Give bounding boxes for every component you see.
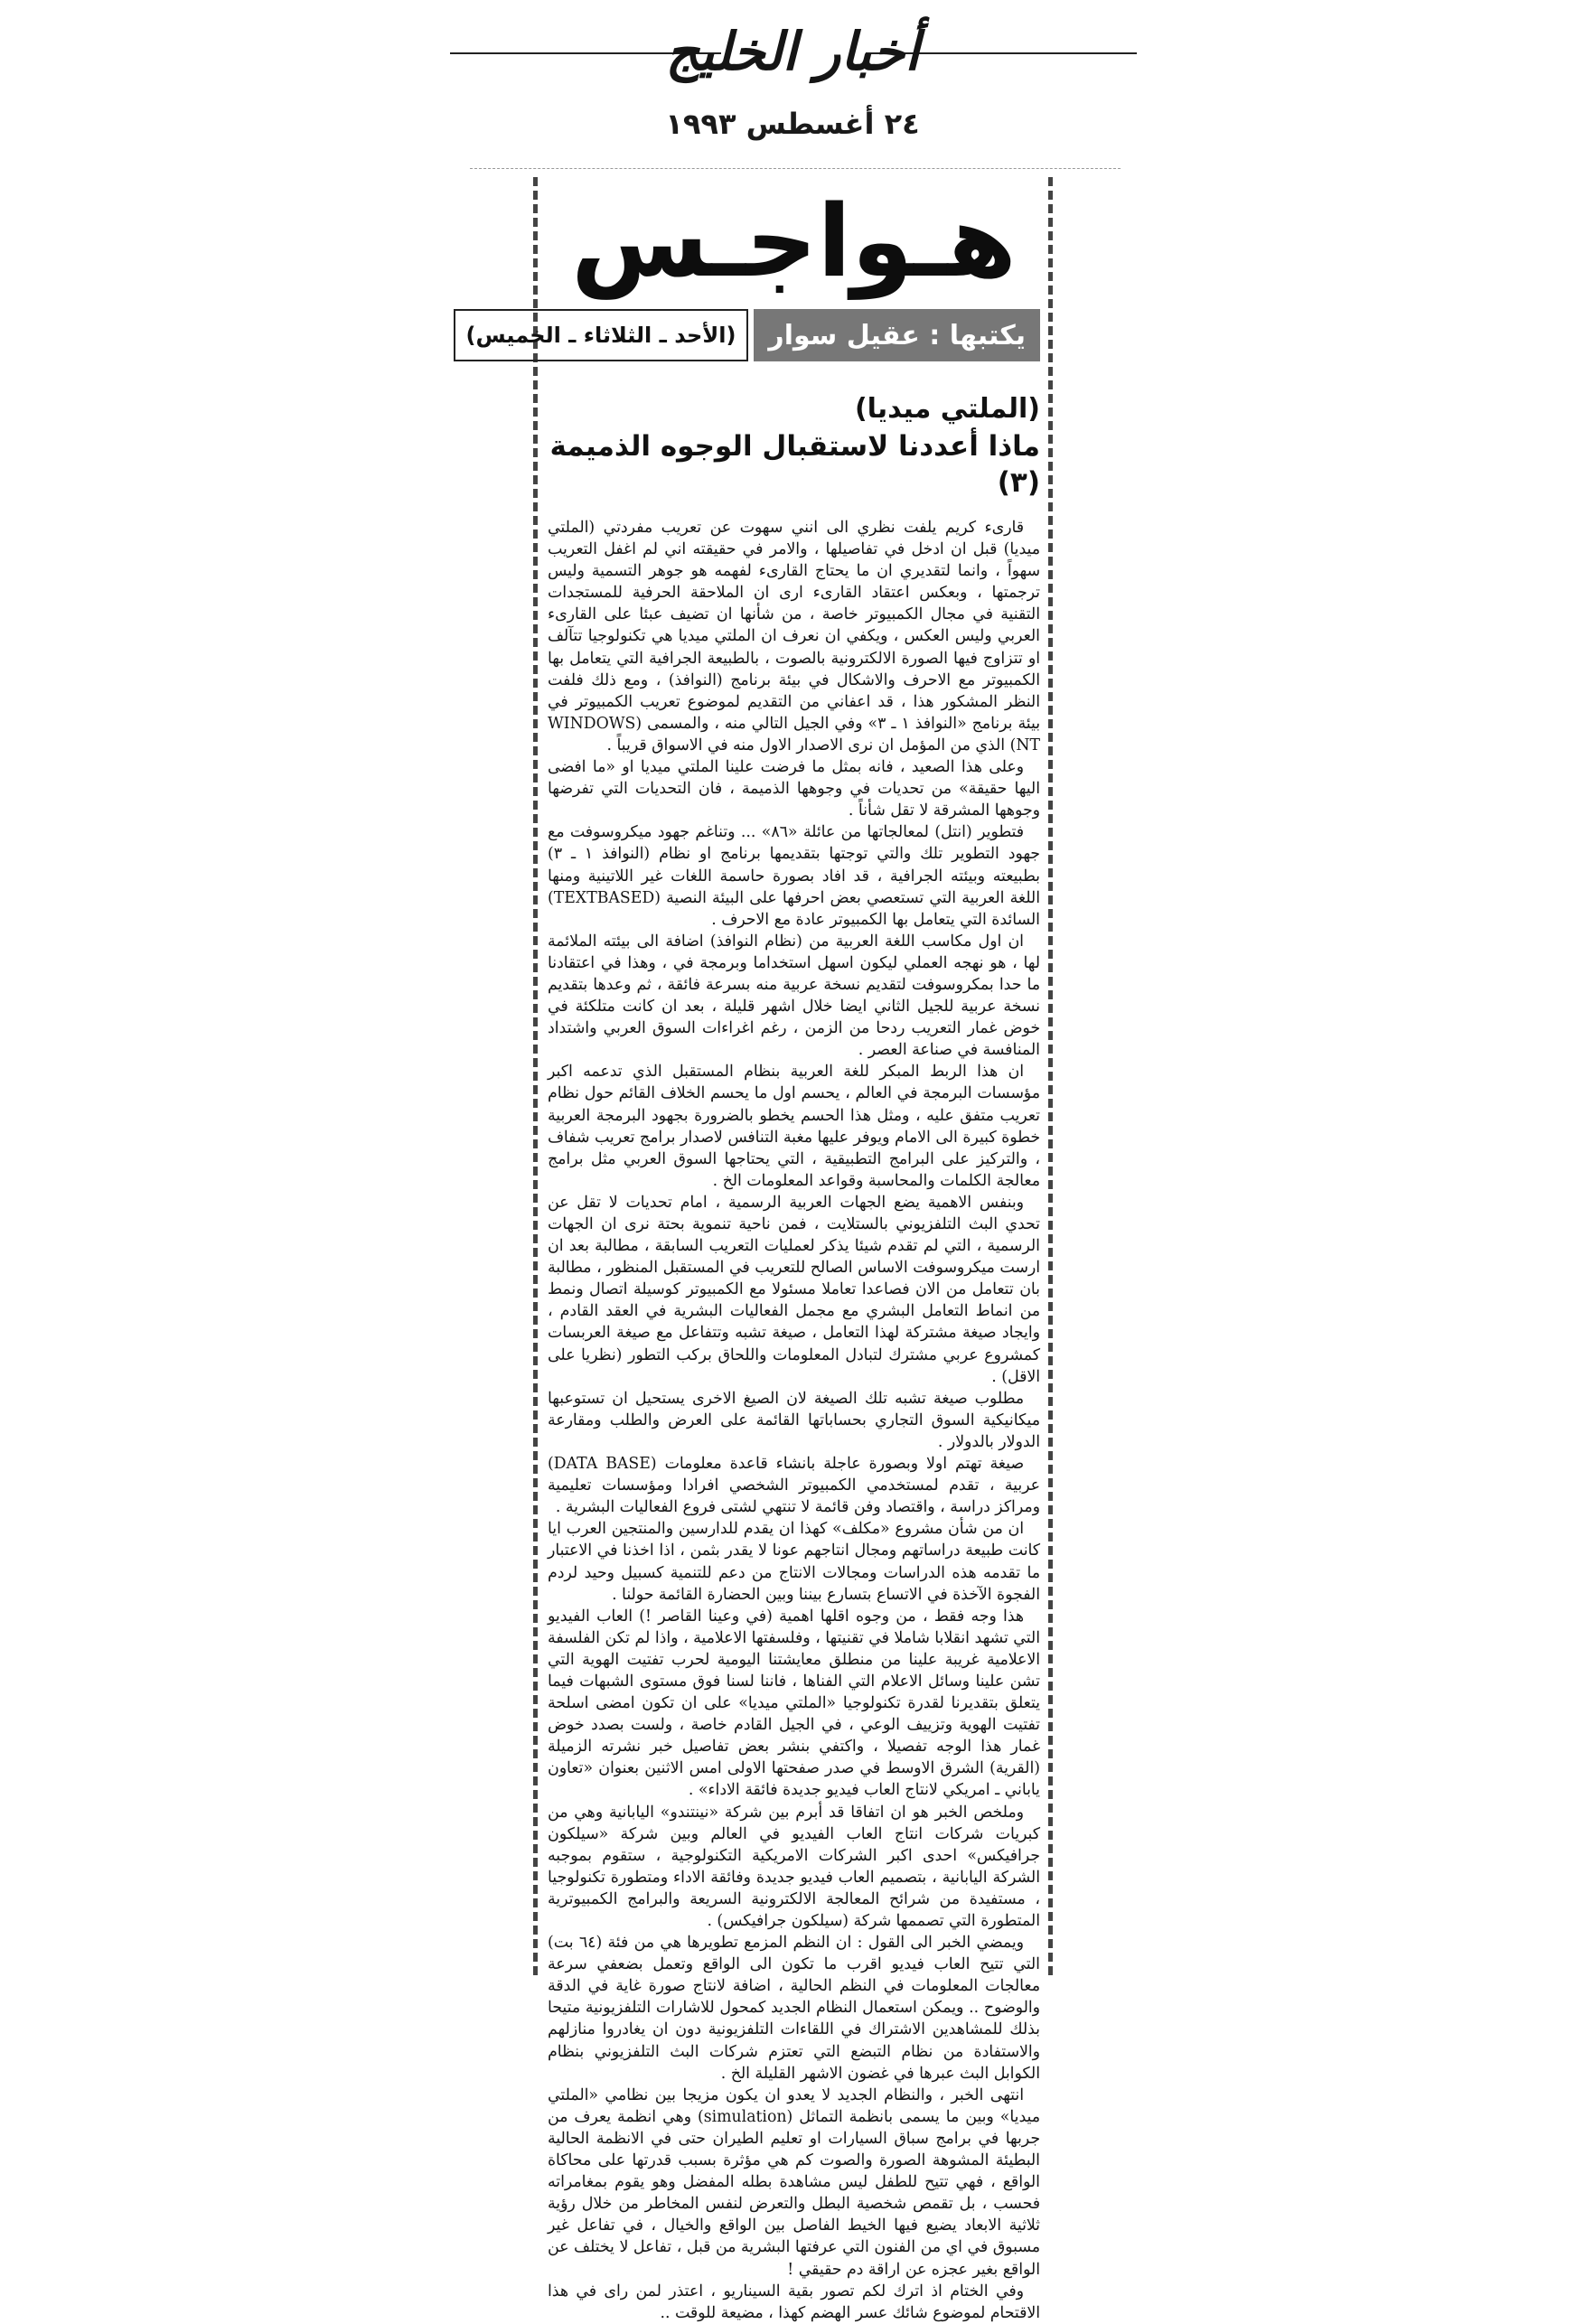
byline [465,309,1040,361]
article-subtitle: (الملتي ميديا) [854,393,1040,425]
paragraph: وملخص الخبر هو ان اتفاقا قد أبرم بين شركة «نينتندو» اليابانية وهي من كبريات شركات انتاج العاب الفيديو في العالم وبين شركة «سيلكون جرافيكس» احدى اكبر الشركات الامريكية التكنولوجية ، ستقوم بموجبه الشركة اليابانية ، بتصميم العاب فيديو جديدة وفائقة الاداء ومتطورة تكنولوجيا ، مستفيدة من شرائح المعالجة الالكترونية السريعة والبرامج الكمبيوترية المتطورة التي تصممها شركة (سيلكون جرافيكس) . [548,1803,1040,1930]
paragraph: مطلوب صيغة تشبه تلك الصيغة لان الصيغ الاخرى يستحيل ان تستوعبها ميكانيكية السوق التجاري بحساباتها القائمة على العرض والطلب ومقارعة الدولار بالدولار . [548,1389,1040,1451]
paragraph: هذا وجه فقط ، من وجوه اقلها اهمية (في وعينا القاصر !) العاب الفيديو التي تشهد انقلابا شاملا في تقنيتها ، وفلسفتها الاعلامية ، واذا لم تكن الفلسفة الاعلامية غريبة علينا من منطلق معايشتنا اليومية لحرب تفتيت الهوية التي تشن علينا وسائل الاعلام التي الفناها ، فاننا لسنا فوق مستوى الشبهات فيما يتعلق بتقديرنا لقدرة تكنولوجيا «الملتي ميديا» على ان تكون امضى اسلحة تفتيت الهوية وتزييف الوعي ، في الجيل القادم خاصة ، ولست بصدد خوض غمار هذا الوجه تفصيلا ، واكتفي بنشر بعض تفاصيل خبر نشرته الزميلة (القرية) الشرق الاوسط في صدر صفحتها الاولى امس الاثنين بعنوان «تعاون ياباني ـ امريكي لانتاج العاب فيديو جديدة فائقة الاداء» . [548,1607,1040,1800]
article-body [548,517,1040,2324]
paragraph: ان هذا الربط المبكر للغة العربية بنظام المستقبل الذي تدعمه اكبر مؤسسات البرمجة في العالم ، يحسم اول ما يحسم الخلاف القائم حول نظام تعريب متفق عليه ، ومثل هذا الحسم يخطو بالضرورة بجهود البرمجة العربية خطوة كبيرة الى الامام ويوفر عليها مغبة التنافس لاصدار برامج تعريب شفاف ، والتركيز على البرامج التطبيقية ، التي يحتاجها السوق العربي مثل برامج معالجة الكلمات والمحاسبة وقواعد المعلومات الخ . [548,1063,1040,1190]
publication-date: ٢٤ أغسطس ١٩٩٣ [665,107,920,141]
paragraph: وعلى هذا الصعيد ، فانه بمثل ما فرضت علينا الملتي ميديا او «ما افضى اليها حقيقة» من تحديات في وجوهها الذميمة ، فان التحديات التي تفرضها وجوهها المشرقة لا تقل شأناً . [548,758,1040,820]
date-divider [470,168,1121,169]
paragraph: ان من شأن مشروع «مكلف» كهذا ان يقدم للدارسين والمنتجين العرب ايا كانت طبيعة دراساتهم ومجال انتاجهم عونا لا يقدر بثمن ، اذا اخذنا في الاعتبار ما تقدمه هذه الدراسات ومجالات الانتاج من دعم للتنمية كسبيل وحيد لردم الفجوة الآخذة في الاتساع بتسارع بيننا وبين الحضارة القائمة حولنا . [548,1520,1040,1604]
column-title: هـواجـس [571,183,1017,299]
paragraph: ان اول مكاسب اللغة العربية من (نظام النوافذ) اضافة الى بيئته الملائمة لها ، هو نهجه العملي ليكون اسهل استخداما وبرمجة في ، وهذا في اعتقادنا ما حدا بمكروسوفت لتقديم نسخة عربية منه بسرعة فائقة ، ثم وعدها بتقديم نسخة عربية للجيل الثاني ايضا خلال اشهر قليلة ، بعد ان كانت متلكئة في خوض غمار التعريب ردحا من الزمن ، رغم اغراءات السوق العربي واشتداد المنافسة في صناعة العصر . [548,932,1040,1060]
byline-author: يكتبها : عقيل سوار [754,309,1040,361]
paragraph: قارىء كريم يلفت نظري الى انني سهوت عن تعريب مفردتي (الملتي ميديا) قبل ان ادخل في تفاصيلها ، والامر في حقيقته اني لم اغفل التعريب سهواً ، وانما لتقديري ان ما يحتاج القارىء لفهمه هو جوهر التسمية وليس ترجمتها ، وبعكس اعتقاد القارىء ارى ان الملاحقة الحرفية للمستجدات التقنية في مجال الكمبيوتر خاصة ، من شأنها ان تضيف عبئا على القارىء العربي وليس العكس ، ويكفي ان نعرف ان الملتي ميديا هي تكنولوجيا تتآلف او تتزاوج فيها الصورة الالكترونية بالصوت ، بالطبيعة الجرافية التي يتعامل بها الكمبيوتر مع الاحرف والاشكال في بيئة برنامج (النوافذ) ، ومع ذلك فلفت النظر المشكور هذا ، قد اعفاني من التقديم لموضوع تعريب الكمبيوتر في بيئة برنامج «النوافذ ١ ـ ٣» وفي الجيل التالي منه ، والمسمى (WINDOWS NT) الذي من المؤمل ان نرى الاصدار الاول منه في الاسواق قريباً . [548,519,1041,754]
newspaper-logo: أخبار الخليج [665,21,920,82]
paragraph: انتهى الخبر ، والنظام الجديد لا يعدو ان يكون مزيجا بين نظامي «الملتي ميديا» وبين ما يسمى بانظمة التماثل (simulation) وهي انظمة يعرف من جربها في برامج سباق السيارات او تعليم الطيران حتى في الانظمة الحالية البطيئة المشوهة الصورة والصوت كم هي مؤثرة بسبب قدرتها على محاكاة الواقع ، فهي تتيح للطفل ليس مشاهدة بطله المفضل وهو يقوم بمغامراته فحسب ، بل تقمص شخصية البطل والتعرض لنفس المخاطر من خلال رؤية ثلاثية الابعاد يضيع فيها الخيط الفاصل بين الواقع والخيال ، في تفاعل غير مسبوق في اي من الفنون التي عرفتها البشرية من قبل ، تفاعل لا يختلف عن الواقع بغير عجزه عن اراقة دم حقيقي ! [548,2085,1040,2279]
article-clipping [465,183,1041,2324]
paragraph: وفي الختام اذ اترك لكم تصور بقية السيناريو ، اعتذر لمن راى في هذا الاقتحام لموضوع شائك عسر الهضم كهذا ، مضيعة للوقت .. [548,2282,1040,2322]
paragraph: ويمضي الخبر الى القول : ان النظم المزمع تطويرها هي من فئة (٦٤ بت) التي تتيح العاب فيديو اقرب ما تكون الى الواقع وتعمل بضعفي سرعة معالجات المعلومات في النظم الحالية ، اضافة لانتاج صورة غاية في الدقة والوضوح .. ويمكن استعمال النظام الجديد كمحول للاشارات التلفزيونية متيحا بذلك للمشاهدين الاشتراك في اللقاءات التلفزيونية دون ان يغادروا منازلهم والاستفادة من نظام التبضع التي تعتزم شركات البث التلفزيوني بنظام الكوابل البث عبرها في غضون الاشهر القليلة الخ . [548,1934,1040,2083]
paragraph: صيغة تهتم اولا وبصورة عاجلة بانشاء قاعدة معلومات (DATA BASE) عربية ، تقدم لمستخدمي الكمبيوتر الشخصي افرادا ومؤسسات تعليمية ومراكز دراسة ، واقتصاد وفن قائمة لا تنتهي لشتى فروع الفعاليات البشرية . [548,1455,1040,1517]
paragraph: فتطوير (انتل) لمعالجاتها من عائلة «٨٦» ... وتناغم جهود ميكروسوفت مع جهود التطوير تلك والتي توجتها بتقديمها برنامج او نظام (النوافذ ١ ـ ٣) بطبيعته وبيئته الجرافية ، قد افاد بصورة حاسمة اللغات غير اللاتينية ومنها اللغة العربية التي تستعصي بعض احرفها على البيئة النصية (TEXTBASED) السائدة التي يتعامل بها الكمبيوتر عادة مع الاحرف . [548,823,1040,929]
byline-schedule: (الأحد ـ الثلاثاء ـ الخميس) [454,309,749,361]
paragraph: وبنفس الاهمية يضع الجهات العربية الرسمية ، امام تحديات لا تقل عن تحدي البث التلفزيوني بالستلايت ، فمن ناحية تنموية بحتة نرى ان الجهات الرسمية ، التي لم تقدم شيئا يذكر لعمليات التعريب السابقة ، مطالبة بعد ان ارست ميكروسوفت الاساس الصالح للتعريب في المستقبل المنظور ، مطالبة بان تتعامل من الان فصاعدا تعاملا مسئولا مع الكمبيوتر كوسيلة اتصال ونمط من انماط التعامل البشري مع مجمل الفعاليات البشرية في العقد القادم ، وايجاد صيغة مشتركة لهذا التعامل ، صيغة تشبه وتتفاعل مع صيغة العربسات كمشروع عربي مشترك لتبادل المعلومات واللحاق بركب التطور (نظريا على الاقل) . [548,1193,1040,1386]
article-headline: ماذا أعددنا لاستقبال الوجوه الذميمة (٣) [549,430,1040,499]
